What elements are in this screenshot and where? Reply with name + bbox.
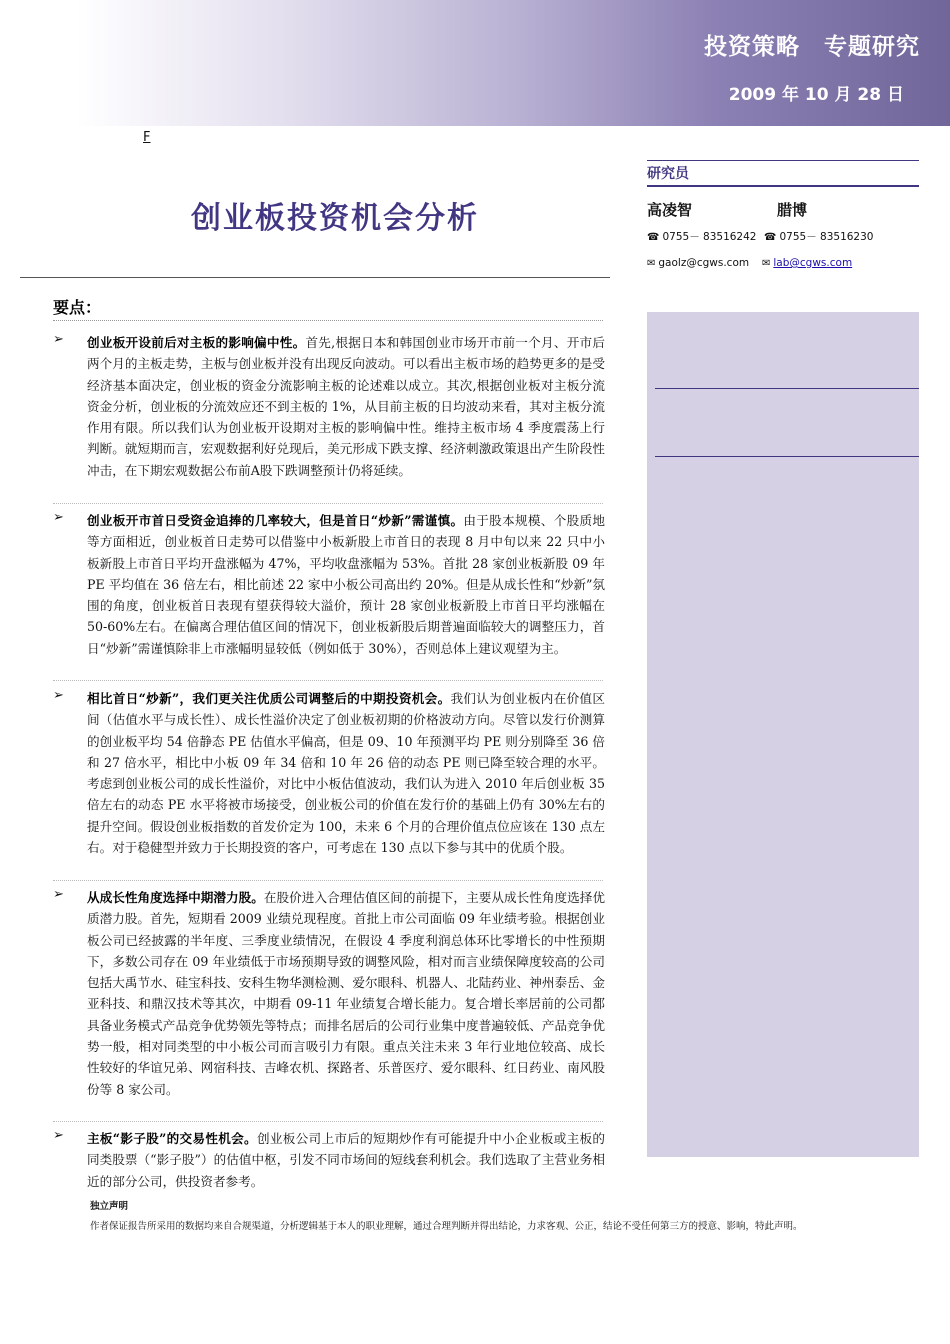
analyst-email-1: gaolz@cgws.com <box>658 257 750 269</box>
key-point-lead: 创业板开设前后对主板的影响偏中性。 <box>87 335 306 350</box>
bullet-arrow-icon: ➢ <box>53 688 64 703</box>
stray-mark: F <box>143 130 151 145</box>
section-heading: 要点： <box>53 298 102 317</box>
key-point-5 <box>50 1128 605 1192</box>
header-title <box>704 28 920 61</box>
key-point-body: 创业板公司上市后的短期炒作有可能提升中小企业板或主板的同类股票（“影子股”）的估值中枢，引发不同市场间的短线套利机会。我们选取了主营业务相近的部分公司，供投资者参考。 <box>87 1131 605 1189</box>
disclaimer <box>90 1198 910 1232</box>
report-date: 2009 年 10 月 28 日 <box>728 85 904 105</box>
phone-icon: ☎ <box>764 232 777 243</box>
analyst-name-1: 高凌智 <box>647 201 693 219</box>
header-band <box>0 0 950 126</box>
analyst-names <box>647 199 919 225</box>
analyst-label: 研究员 <box>647 161 919 187</box>
key-point-text <box>87 688 605 858</box>
phone-icon: ☎ <box>647 232 660 243</box>
key-point-4 <box>50 887 605 1100</box>
bullet-arrow-icon: ➢ <box>53 887 64 902</box>
point-divider <box>53 1121 603 1122</box>
disclaimer-text: 作者保证报告所采用的数据均来自合规渠道，分析逻辑基于本人的职业理解，通过合理判断并得出结论，力求客观、公正，结论不受任何第三方的授意、影响，特此声明。 <box>90 1221 803 1232</box>
analyst-name-2: 腊博 <box>777 201 808 219</box>
report-category: 投资策略 <box>704 34 800 60</box>
analyst-phone-2: 0755－ 83516230 <box>779 231 874 243</box>
key-point-body: 在股价进入合理估值区间的前提下，主要从成长性角度选择优质潜力股。首先，短期看 2009 业绩兑现程度。首批上市公司面临 09 年业绩考验。根据创业板公司已经披露的半年度、三季度业绩情况，在假设 4 季度利润总体环比零增长的中性预期下，多数公司存在 09 年业绩低于市场预期导致的调整风险，相对而言业绩保障度较高的公司包括大禹节水、硅宝科技、安科生物华测检测、爱尔眼科、机器人、北陆药业、神州泰岳、金亚科技、和鼎汉技术等其次，中期看 09-11 年业绩复合增长能力。复合增长率居前的公司都具备业务模式产品竞争优势领先等特点；而排名居后的公司行业集中度普遍较低、产品竞争优势一般，相对同类型的中小板公司而言吸引力有限。重点关注未来 3 年行业地位较高、成长性较好的华谊兄弟、网宿科技、吉峰农机、探路者、乐普医疗、爱尔眼科、红日药业、南风股份等 8 家公司。 <box>87 890 606 1097</box>
report-type: 专题研究 <box>824 34 920 60</box>
bullet-arrow-icon: ➢ <box>53 332 64 347</box>
key-point-text <box>87 510 605 659</box>
section-divider <box>53 320 603 321</box>
key-point-body: 我们认为创业板内在价值区间（估值水平与成长性）、成长性溢价决定了创业板初期的价格波动方向。尽管以发行价测算的创业板平均 54 倍静态 PE 估值水平偏高，但是 09、10 年预测平均 PE 则分别降至 36 倍和 27 倍水平，相比中小板 09 年 34 倍和 10 年 26 倍的动态 PE 则已降至较合理的水平。考虑到创业板公司的成长性溢价，对比中小板估值波动，我们认为进入 2010 年后创业板 35 倍左右的动态 PE 水平将被市场接受，创业板公司的价值在发行价的基础上仍有 30%左右的提升空间。假设创业板指数的首发价定为 100，未来 6 个月的合理价值点位应该在 130 点左右。对于稳健型并致力于长期投资的客户，可考虑在 130 点以下参与其中的优质个股。 <box>87 691 605 856</box>
page-title: 创业板投资机会分析 <box>191 201 479 236</box>
bullet-arrow-icon: ➢ <box>53 1128 64 1143</box>
envelope-icon: ✉ <box>762 258 771 269</box>
point-divider <box>53 680 603 681</box>
side-panel <box>647 312 919 1157</box>
key-point-lead: 相比首日“炒新”，我们更关注优质公司调整后的中期投资机会。 <box>87 691 451 706</box>
key-point-body: 首先,根据日本和韩国创业市场开市前一个月、开市后两个月的主板走势，主板与创业板并没有出现反向波动。可以看出主板市场的趋势更多的是受经济基本面决定，创业板的资金分流影响主板的论述难以成立。其次,根据创业板对主板分流资金分析，创业板的分流效应还不到主板的 1%，从目前主板的日均波动来看，其对主板分流作用有限。所以我们认为创业板开设期对主板的影响偏中性。维持主板市场 4 季度震荡上行判断。就短期而言，宏观数据利好兑现后，美元形成下跌支撑、经济刺激政策退出产生阶段性冲击，在下期宏观数据公布前A股下跌调整预计仍将延续。 <box>87 335 605 478</box>
envelope-icon: ✉ <box>647 258 656 269</box>
key-point-lead: 创业板开市首日受资金追捧的几率较大，但是首日“炒新”需谨慎。 <box>87 513 464 528</box>
disclaimer-title: 独立声明 <box>90 1201 129 1212</box>
key-point-body: 由于股本规模、个股质地等方面相近，创业板首日走势可以借鉴中小板新股上市首日的表现 8 月中旬以来 22 只中小板新股上市首日平均开盘涨幅为 47%，平均收盘涨幅为 53%。首批 28 家创业板新股 09 年 PE 平均值在 36 倍左右，相比前述 22 家中小板公司高出约 20%。但是从成长性和“炒新”氛围的角度，创业板首日表现有望获得较大溢价，预计 28 家创业板新股上市首日平均涨幅在 50-60%左右。在偏离合理估值区间的情况下，创业板新股后期普遍面临较大的调整压力，首日“炒新”需谨慎除非上市涨幅明显较低（例如低于 30%），否则总体上建议观望为主。 <box>87 513 605 656</box>
side-panel-divider-2 <box>655 456 919 457</box>
point-divider <box>53 503 603 504</box>
analyst-email-2-link[interactable]: lab@cgws.com <box>773 257 853 269</box>
phone-row <box>647 229 919 249</box>
key-point-3 <box>50 688 605 858</box>
key-point-lead: 主板“影子股”的交易性机会。 <box>87 1131 257 1146</box>
key-point-lead: 从成长性角度选择中期潜力股。 <box>87 890 264 905</box>
key-point-text <box>87 887 605 1100</box>
key-point-text <box>87 332 605 481</box>
key-point-text <box>87 1128 605 1192</box>
bullet-arrow-icon: ➢ <box>53 510 64 525</box>
point-divider <box>53 880 603 881</box>
side-panel-divider-1 <box>655 388 919 389</box>
email-row <box>647 257 919 277</box>
analyst-box <box>647 160 919 277</box>
analyst-phone-1: 0755－ 83516242 <box>662 231 757 243</box>
title-divider <box>20 277 610 278</box>
key-point-2 <box>50 510 605 659</box>
key-point-1 <box>50 332 605 481</box>
